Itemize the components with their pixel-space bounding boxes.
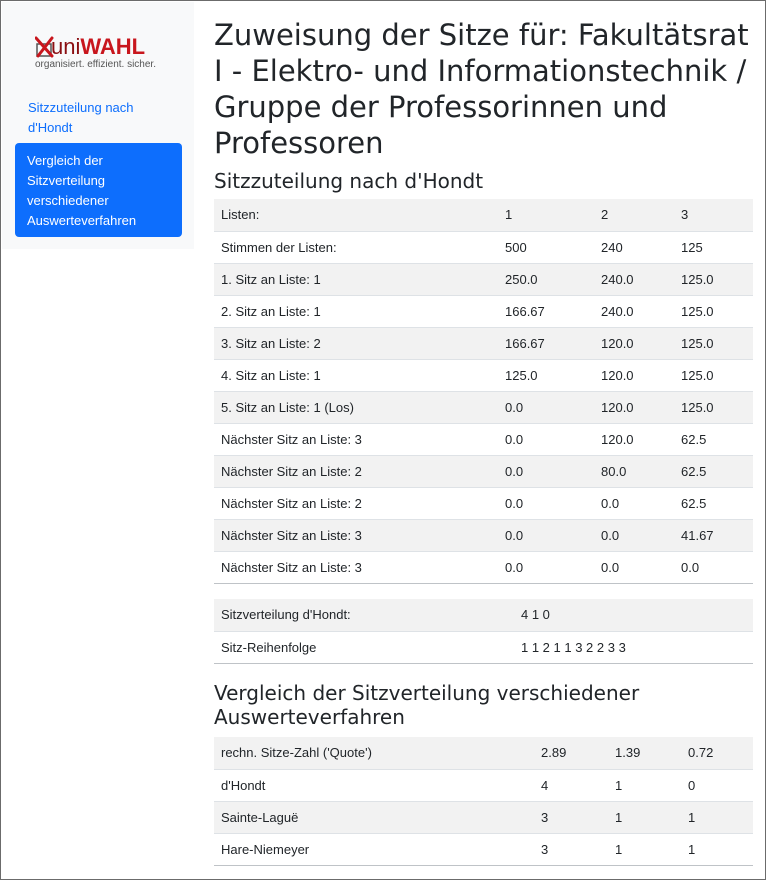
cell-liste-3: 125.0 <box>674 391 753 423</box>
table-row <box>214 455 753 487</box>
row-label: 5. Sitz an Liste: 1 (Los) <box>214 391 498 423</box>
uniwahl-logo[interactable] <box>35 34 165 74</box>
row-label: Sitz-Reihenfolge <box>214 631 514 663</box>
row-label: d'Hondt <box>214 769 534 801</box>
row-label: Sainte-Laguë <box>214 801 534 833</box>
row-value: 4 1 0 <box>514 599 753 631</box>
table-row <box>214 833 753 865</box>
sidebar <box>2 2 194 249</box>
row-label: Listen: <box>214 199 498 231</box>
cell-liste-1: 2.89 <box>534 737 608 769</box>
row-label: Nächster Sitz an Liste: 2 <box>214 487 498 519</box>
row-label: Nächster Sitz an Liste: 3 <box>214 519 498 551</box>
cell-liste-1: 500 <box>498 231 594 263</box>
cell-liste-2: 120.0 <box>594 391 674 423</box>
row-value: 1 1 2 1 1 3 2 2 3 3 <box>514 631 753 663</box>
logo-tagline: organisiert. effizient. sicher. <box>35 59 156 70</box>
table-row <box>214 487 753 519</box>
cell-liste-3: 125.0 <box>674 327 753 359</box>
comparison-table <box>214 737 753 866</box>
logo-wordmark: uniWAHL <box>51 34 146 59</box>
cell-liste-3: 41.67 <box>674 519 753 551</box>
cell-liste-2: 240.0 <box>594 263 674 295</box>
cell-liste-2: 1.39 <box>608 737 681 769</box>
table-row <box>214 391 753 423</box>
cell-liste-1: 250.0 <box>498 263 594 295</box>
row-label: Nächster Sitz an Liste: 3 <box>214 423 498 455</box>
table-row <box>214 423 753 455</box>
table-row <box>214 631 753 663</box>
cell-liste-2: 0.0 <box>594 487 674 519</box>
cell-liste-3: 62.5 <box>674 423 753 455</box>
row-label: Nächster Sitz an Liste: 3 <box>214 551 498 583</box>
cell-liste-2: 120.0 <box>594 359 674 391</box>
cell-liste-3: 125.0 <box>674 263 753 295</box>
cell-liste-2: 1 <box>608 801 681 833</box>
table-row <box>214 359 753 391</box>
row-label: 3. Sitz an Liste: 2 <box>214 327 498 359</box>
cell-liste-3: 0.72 <box>681 737 753 769</box>
table-row <box>214 327 753 359</box>
cell-liste-1: 1 <box>498 199 594 231</box>
row-label: 2. Sitz an Liste: 1 <box>214 295 498 327</box>
cell-liste-3: 62.5 <box>674 455 753 487</box>
cell-liste-1: 166.67 <box>498 327 594 359</box>
row-label: 4. Sitz an Liste: 1 <box>214 359 498 391</box>
cell-liste-2: 120.0 <box>594 423 674 455</box>
cell-liste-3: 62.5 <box>674 487 753 519</box>
cell-liste-2: 2 <box>594 199 674 231</box>
section-heading-vergleich: Vergleich der Sitzverteilung verschiedener Auswerteverfahren <box>214 681 640 729</box>
cell-liste-1: 125.0 <box>498 359 594 391</box>
table-row <box>214 801 753 833</box>
cell-liste-3: 3 <box>674 199 753 231</box>
table-row <box>214 551 753 583</box>
cell-liste-2: 1 <box>608 769 681 801</box>
table-row <box>214 199 753 231</box>
cell-liste-3: 1 <box>681 801 753 833</box>
row-label: Hare-Niemeyer <box>214 833 534 865</box>
cell-liste-2: 0.0 <box>594 519 674 551</box>
cell-liste-1: 4 <box>534 769 608 801</box>
nav-link-vergleich[interactable]: Vergleich der Sitzverteilung verschiedener Auswerteverfahren <box>15 143 182 237</box>
cell-liste-3: 125.0 <box>674 295 753 327</box>
cell-liste-2: 0.0 <box>594 551 674 583</box>
dhondt-summary-table <box>214 599 753 664</box>
nav-link-dhondt[interactable]: Sitzzuteilung nach d'Hondt <box>28 100 134 135</box>
table-row <box>214 263 753 295</box>
cell-liste-3: 0 <box>681 769 753 801</box>
section-heading-dhondt: Sitzzuteilung nach d'Hondt <box>214 169 484 193</box>
cell-liste-1: 0.0 <box>498 487 594 519</box>
dhondt-table <box>214 199 753 584</box>
cell-liste-1: 3 <box>534 801 608 833</box>
cell-liste-1: 0.0 <box>498 391 594 423</box>
cell-liste-2: 240.0 <box>594 295 674 327</box>
cell-liste-1: 3 <box>534 833 608 865</box>
cell-liste-2: 1 <box>608 833 681 865</box>
row-label: 1. Sitz an Liste: 1 <box>214 263 498 295</box>
cell-liste-1: 0.0 <box>498 519 594 551</box>
cell-liste-1: 0.0 <box>498 423 594 455</box>
page-title: Zuweisung der Sitze für: Fakultätsrat I - Elektro- und Informationstechnik / Gruppe der Professorinnen und Professoren <box>214 18 749 160</box>
table-row <box>214 599 753 631</box>
row-label: Nächster Sitz an Liste: 2 <box>214 455 498 487</box>
table-row <box>214 519 753 551</box>
cell-liste-3: 125.0 <box>674 359 753 391</box>
cell-liste-2: 240 <box>594 231 674 263</box>
cell-liste-3: 125 <box>674 231 753 263</box>
table-row <box>214 737 753 769</box>
table-row <box>214 769 753 801</box>
cell-liste-2: 80.0 <box>594 455 674 487</box>
row-label: rechn. Sitze-Zahl ('Quote') <box>214 737 534 769</box>
cell-liste-1: 166.67 <box>498 295 594 327</box>
cell-liste-2: 120.0 <box>594 327 674 359</box>
table-row <box>214 295 753 327</box>
cell-liste-3: 1 <box>681 833 753 865</box>
row-label: Stimmen der Listen: <box>214 231 498 263</box>
cell-liste-1: 0.0 <box>498 551 594 583</box>
cell-liste-1: 0.0 <box>498 455 594 487</box>
cell-liste-3: 0.0 <box>674 551 753 583</box>
row-label: Sitzverteilung d'Hondt: <box>214 599 514 631</box>
table-row <box>214 231 753 263</box>
